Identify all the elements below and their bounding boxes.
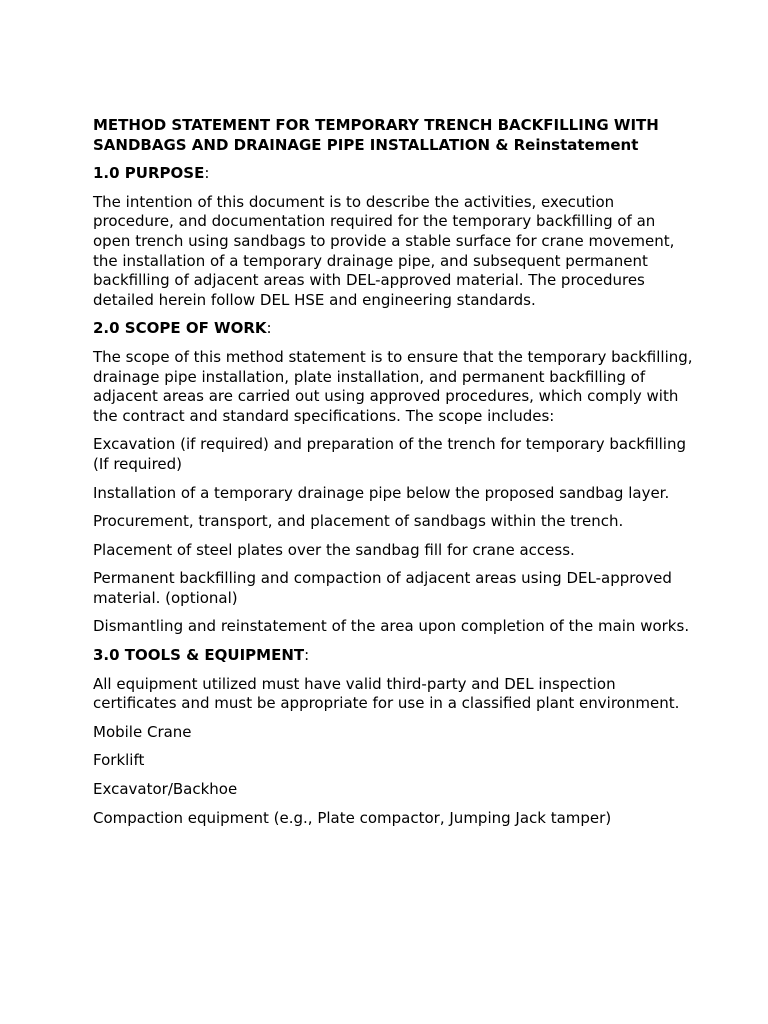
section-heading-scope-colon: :	[266, 319, 272, 338]
document-page	[93, 116, 693, 837]
section-heading-purpose-text: 1.0 PURPOSE	[93, 164, 205, 183]
section-heading-purpose-colon: :	[204, 164, 210, 183]
tools-item: Forklift	[93, 751, 145, 770]
scope-intro-paragraph: The scope of this method statement is to ensure that the temporary backfilling, drainage pipe installation, plate installation, and permanent backfilling of adjacent areas are carried out using approved procedures, which comply with the contract and standard specifications. The scope includes:	[93, 347, 693, 425]
scope-item: Permanent backfilling and compaction of adjacent areas using DEL-approved material. (optional)	[93, 569, 672, 607]
section-heading-tools-colon: :	[304, 646, 310, 665]
scope-item: Placement of steel plates over the sandbag fill for crane access.	[93, 540, 575, 559]
section-heading-tools-text: 3.0 TOOLS & EQUIPMENT	[93, 646, 305, 665]
section-heading-scope-text: 2.0 SCOPE OF WORK	[93, 319, 267, 338]
purpose-paragraph: The intention of this document is to describe the activities, execution procedure, and documentation required for the temporary backfilling of an open trench using sandbags to provide a stable surface for crane movement, the installation of a temporary drainage pipe, and subsequent permanent backfilling of adjacent areas with DEL-approved material. The procedures detailed herein follow DEL HSE and engineering standards.	[93, 192, 675, 309]
tools-item: Mobile Crane	[93, 722, 192, 741]
scope-item: Installation of a temporary drainage pipe below the proposed sandbag layer.	[93, 483, 670, 502]
scope-item: Excavation (if required) and preparation of the trench for temporary backfilling (If required)	[93, 435, 686, 473]
tools-item: Excavator/Backhoe	[93, 780, 238, 799]
section-heading-tools	[93, 646, 693, 666]
scope-item: Procurement, transport, and placement of sandbags within the trench.	[93, 512, 624, 531]
section-heading-scope	[93, 319, 693, 339]
tools-item: Compaction equipment (e.g., Plate compactor, Jumping Jack tamper)	[93, 808, 612, 827]
scope-item: Dismantling and reinstatement of the area upon completion of the main works.	[93, 617, 690, 636]
tools-intro-paragraph: All equipment utilized must have valid third-party and DEL inspection certificates and must be appropriate for use in a classified plant environment.	[93, 674, 680, 713]
document-title: METHOD STATEMENT FOR TEMPORARY TRENCH BACKFILLING WITH SANDBAGS AND DRAINAGE PIPE INSTALLATION & Reinstatement	[93, 116, 659, 154]
section-heading-purpose	[93, 164, 693, 184]
